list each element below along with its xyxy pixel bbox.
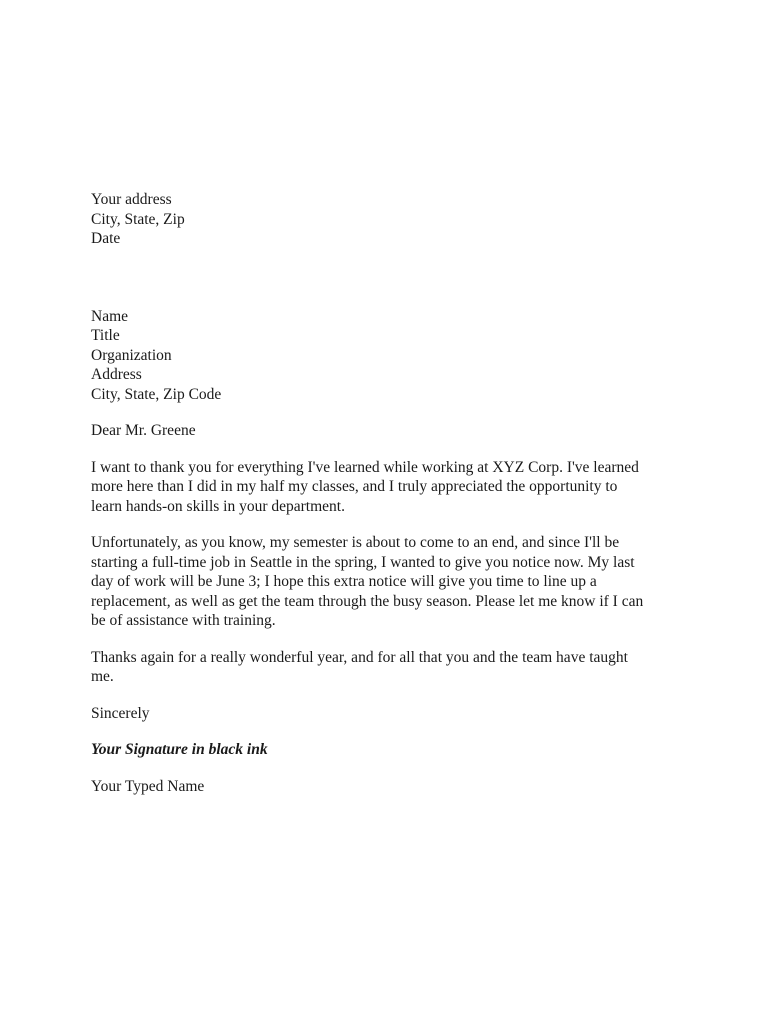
recipient-city-state-zip: City, State, Zip Code (91, 385, 222, 403)
letter-date: Date (91, 230, 121, 247)
paragraph-line: Thanks again for a really wonderful year, and for all that you and the team have taught (91, 648, 628, 666)
signature-placeholder: Your Signature in black ink (91, 741, 268, 758)
paragraph-line: learn hands-on skills in your department. (91, 497, 345, 515)
paragraph-line: starting a full-time job in Seattle in the spring, I wanted to give you notice now. My last (91, 553, 635, 571)
paragraph-line: more here than I did in my half my classes, and I truly appreciated the opportunity to (91, 478, 618, 495)
paragraph-line: day of work will be June 3; I hope this extra notice will give you time to line up a (91, 573, 597, 590)
paragraph-line: replacement, as well as get the team through the busy season. Please let me know if I can (91, 592, 644, 610)
complimentary-closing: Sincerely (91, 704, 150, 722)
recipient-name: Name (91, 307, 129, 325)
body-paragraph-thanks (91, 458, 681, 517)
body-paragraph-notice (91, 533, 681, 631)
resignation-letter (91, 190, 681, 796)
body-paragraph-closing-thanks (91, 648, 681, 687)
recipient-address-block (91, 307, 681, 405)
sender-address-block (91, 190, 681, 249)
paragraph-line: Unfortunately, as you know, my semester is about to come to an end, and since I'll be (91, 534, 620, 551)
recipient-address: Address (91, 366, 142, 383)
typed-name: Your Typed Name (91, 777, 205, 795)
salutation: Dear Mr. Greene (91, 422, 196, 439)
paragraph-line: be of assistance with training. (91, 612, 276, 629)
paragraph-line: I want to thank you for everything I've learned while working at XYZ Corp. I've learned (91, 458, 639, 476)
recipient-organization: Organization (91, 346, 172, 364)
sender-address-line: Your address (91, 191, 172, 208)
paragraph-line: me. (91, 668, 114, 685)
recipient-title: Title (91, 327, 120, 344)
sender-city-state-zip: City, State, Zip (91, 210, 185, 228)
